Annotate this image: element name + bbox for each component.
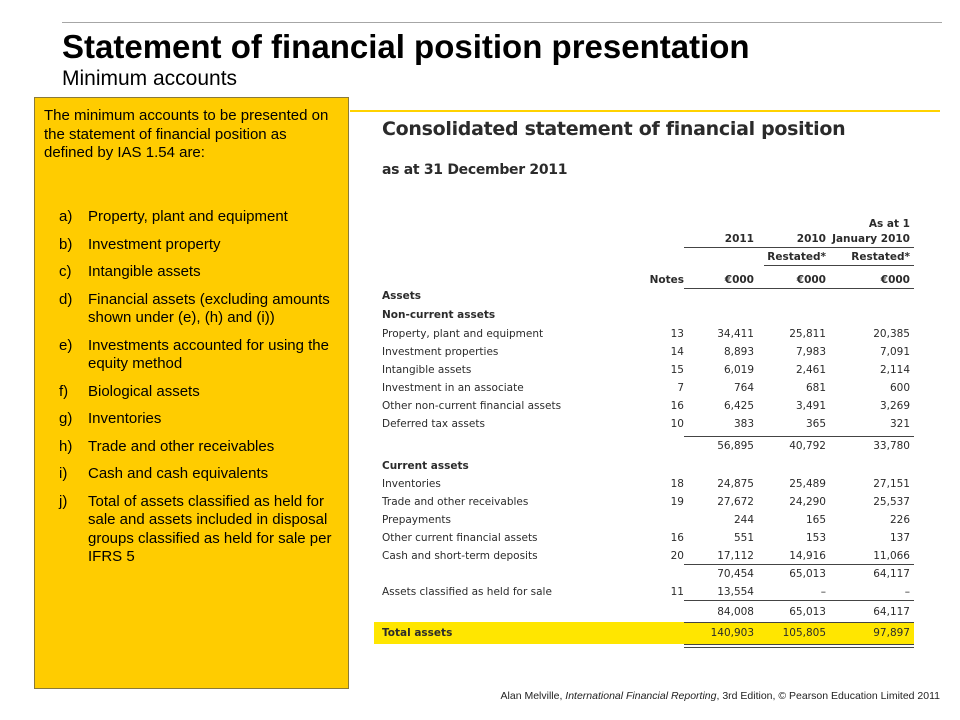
row-value-jan-2010: 27,151 [873,478,910,490]
list-text: Investment property [88,235,221,253]
list-text: Intangible assets [88,263,201,280]
list-item [49,337,344,374]
row-value-jan-2010: 97,897 [873,627,910,639]
row-label: Assets [382,290,422,302]
row-value-2011: 34,411 [717,328,754,340]
statement-row [374,512,914,529]
row-value-2011: 551 [733,532,754,544]
row-label: Other non-current financial assets [382,400,562,412]
row-value-jan-2010: 64,117 [873,606,910,618]
row-value-2011: 24,875 [717,478,754,490]
row-value-2011: 140,903 [710,627,754,639]
row-value-2011: 17,112 [717,550,754,562]
statement-row [374,530,914,547]
row-value-jan-2010: – [904,586,910,598]
header-2011: 2011 [724,233,754,245]
row-value-2010: 2,461 [795,364,826,376]
footer-rest: , 3rd Edition, © Pearson Education Limited 2011 [716,690,940,702]
total-double-rule [684,647,914,648]
statement-row [374,476,914,493]
list-item [49,465,344,484]
row-value-2010: 65,013 [789,568,826,580]
list-text: Total of assets classified as held for sale and assets included in disposal groups classified as held for sale per IFRS 5 [88,492,332,565]
footer-book: International Financial Reporting [565,690,717,702]
header-unit-2010: €000 [796,274,826,286]
statement-row [374,625,914,642]
yellow-divider [350,110,940,112]
row-notes: 20 [670,550,684,562]
row-value-jan-2010: 64,117 [873,568,910,580]
row-value-jan-2010: 33,780 [873,440,910,452]
row-notes: 18 [670,478,684,490]
row-value-jan-2010: 11,066 [873,550,910,562]
row-value-2010: 3,491 [795,400,826,412]
statement-row [374,566,914,583]
row-notes: 10 [670,418,684,430]
row-label: Intangible assets [382,364,472,376]
statement-row [374,398,914,415]
list-item [49,493,344,567]
statement-row [374,548,914,565]
minimum-accounts-panel [34,97,349,689]
row-label: Cash and short-term deposits [382,550,538,562]
footer-author: Alan Melville, [500,690,566,702]
row-value-2011: 56,895 [717,440,754,452]
statement-row [374,584,914,601]
row-value-2011: 6,019 [723,364,754,376]
row-value-2011: 383 [733,418,754,430]
statement-date: as at 31 December 2011 [382,162,568,178]
slide-title: Statement of financial position presentation [62,28,750,65]
header-rule [684,247,914,248]
list-text: Financial assets (excluding amounts shown under (e), (h) and (i)) [88,290,330,326]
total-double-rule [684,644,914,645]
row-value-2011: 27,672 [717,496,754,508]
row-value-2010: 25,489 [789,478,826,490]
list-marker: j) [59,492,68,510]
row-label: Non-current assets [382,309,496,321]
row-value-2011: 8,893 [723,346,754,358]
row-label: Trade and other receivables [382,496,529,508]
statement-title: Consolidated statement of financial position [382,118,846,140]
row-value-2010: 65,013 [789,606,826,618]
statement-row [374,344,914,361]
list-item [49,236,344,255]
row-notes: 13 [670,328,684,340]
statement-row [374,288,914,305]
row-value-jan-2010: 321 [889,418,910,430]
list-item [49,208,344,227]
list-text: Biological assets [88,382,200,400]
row-value-2010: 14,916 [789,550,826,562]
row-value-2011: 70,454 [717,568,754,580]
row-notes: 16 [670,400,684,412]
row-label: Assets classified as held for sale [382,586,552,598]
header-restated-2010: Restated* [767,251,826,263]
statement-row [374,604,914,621]
header-rule [764,265,914,266]
row-value-jan-2010: 137 [889,532,910,544]
row-value-2010: 105,805 [782,627,826,639]
list-text: Inventories [88,410,162,427]
slide-subtitle: Minimum accounts [62,67,238,90]
row-value-2010: 153 [805,532,826,544]
row-value-2010: 25,811 [789,328,826,340]
list-marker: a) [59,208,73,225]
row-value-2011: 6,425 [723,400,754,412]
row-notes: 16 [670,532,684,544]
row-label: Current assets [382,460,469,472]
list-item [49,263,344,282]
row-value-2011: 244 [733,514,754,526]
header-restated-jan: Restated* [851,251,910,263]
top-divider [62,22,942,23]
list-text: Investments accounted for using the equity method [88,336,329,372]
statement-row [374,416,914,433]
row-label: Other current financial assets [382,532,538,544]
list-marker: c) [59,263,72,280]
list-item [49,438,344,457]
statement-row [374,458,914,475]
list-text: Trade and other receivables [88,437,275,455]
row-label: Investment in an associate [382,382,524,394]
financial-statement [374,114,940,646]
list-marker: d) [59,290,73,308]
subtotal-rule [684,564,914,565]
row-value-2010: 681 [805,382,826,394]
row-value-2010: 365 [805,418,826,430]
panel-intro: The minimum accounts to be presented on the statement of financial position as defined by IAS 1.54 are: [44,107,329,161]
row-notes: 7 [677,382,684,394]
statement-row [374,326,914,343]
header-unit-jan: €000 [880,274,910,286]
row-value-jan-2010: 7,091 [879,346,910,358]
row-value-2010: 7,983 [795,346,826,358]
row-notes: 11 [670,586,684,598]
row-value-2010: 24,290 [789,496,826,508]
header-2010: 2010 [796,233,826,245]
row-notes: 14 [670,346,684,358]
list-text: Cash and cash equivalents [88,465,269,482]
total-rule [684,622,914,623]
header-as-at: As at 1 [868,218,910,230]
minimum-accounts-list [49,208,344,576]
header-unit-2011: €000 [724,274,754,286]
statement-row [374,494,914,511]
subtotal-rule [684,600,914,601]
row-label: Deferred tax assets [382,418,485,430]
row-value-jan-2010: 226 [889,514,910,526]
list-marker: i) [59,465,68,482]
row-value-jan-2010: 2,114 [879,364,910,376]
header-january-2010: January 2010 [832,233,910,245]
statement-row [374,438,914,455]
row-label: Property, plant and equipment [382,328,544,340]
row-value-jan-2010: 25,537 [873,496,910,508]
list-marker: e) [59,336,73,354]
row-notes: 15 [670,364,684,376]
row-label: Total assets [382,627,453,639]
list-marker: h) [59,437,73,455]
row-value-2010: 40,792 [789,440,826,452]
subtotal-rule [684,436,914,437]
row-value-jan-2010: 20,385 [873,328,910,340]
list-marker: f) [59,382,69,400]
row-value-2010: 165 [805,514,826,526]
list-marker: g) [59,410,73,427]
row-value-jan-2010: 600 [889,382,910,394]
list-marker: b) [59,235,73,253]
list-item [49,291,344,328]
row-value-2011: 13,554 [717,586,754,598]
row-value-2011: 764 [733,382,754,394]
row-value-2011: 84,008 [717,606,754,618]
header-notes: Notes [649,274,684,286]
list-item [49,410,344,429]
footer-credit [501,690,940,702]
row-value-jan-2010: 3,269 [879,400,910,412]
list-item [49,383,344,402]
row-label: Investment properties [382,346,499,358]
row-label: Inventories [382,478,441,490]
row-value-2010: – [820,586,826,598]
list-text: Property, plant and equipment [88,208,288,225]
row-notes: 19 [670,496,684,508]
statement-row [374,362,914,379]
statement-row [374,380,914,397]
statement-row [374,307,914,324]
row-label: Prepayments [382,514,451,526]
